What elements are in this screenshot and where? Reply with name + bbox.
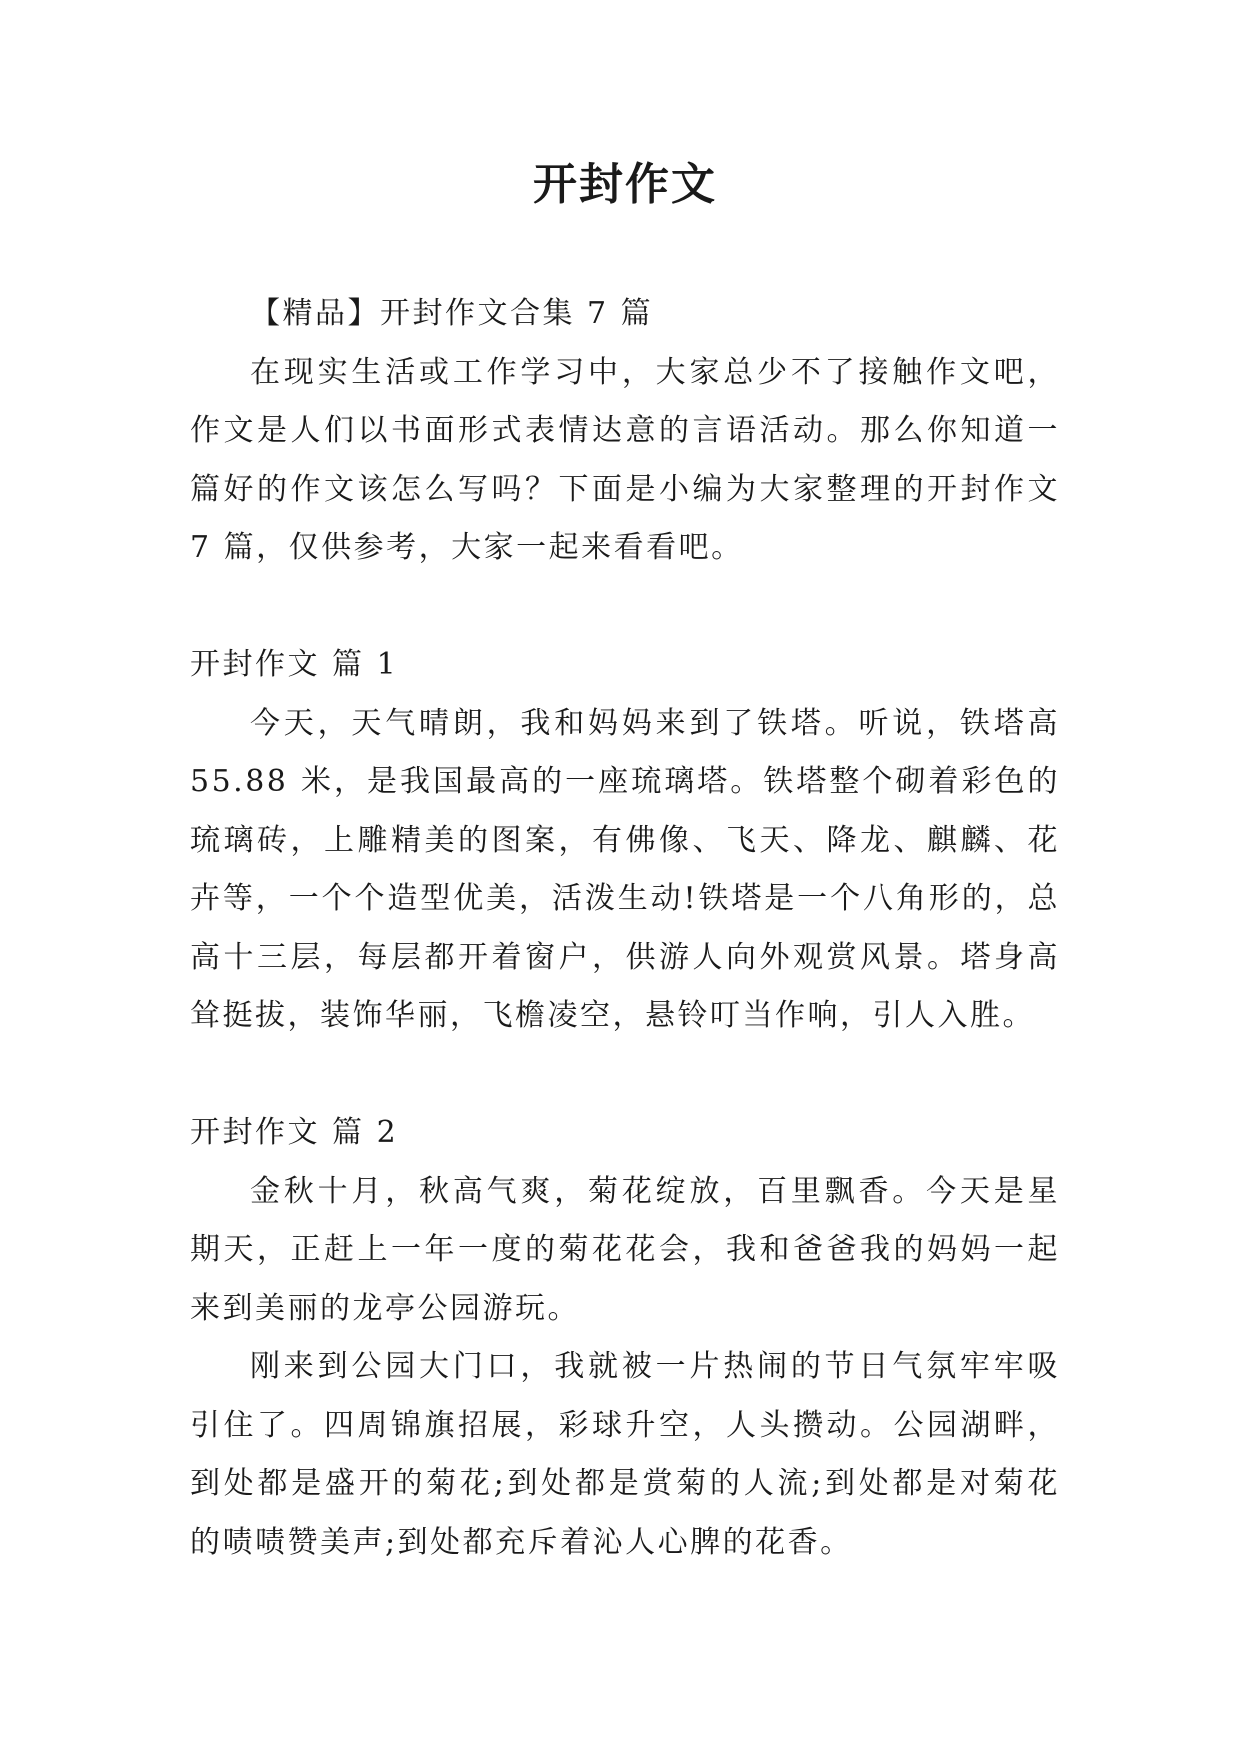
document-title: 开封作文 [533,159,717,210]
collection-subtitle: 【精品】开封作文合集 7 篇 [250,296,654,331]
section-2-paragraph-1: 金秋十月，秋高气爽，菊花绽放，百里飘香。今天是星期天，正赶上一年一度的菊花花会，我和爸爸我的妈妈一起来到美丽的龙亭公园游玩。 [190,1173,1060,1326]
intro-paragraph: 在现实生活或工作学习中，大家总少不了接触作文吧，作文是人们以书面形式表情达意的言语活动。那么你知道一篇好的作文该怎么写吗？下面是小编为大家整理的开封作文 7 篇，仅供参考，大家一起来看看吧。 [190,354,1060,565]
section-heading-2: 开封作文 篇 2 [190,1115,399,1150]
section-2-paragraph-2: 刚来到公园大门口，我就被一片热闹的节日气氛牢牢吸引住了。四周锦旗招展，彩球升空，人头攒动。公园湖畔，到处都是盛开的菊花;到处都是赏菊的人流;到处都是对菊花的啧啧赞美声;到处都充斥着沁人心脾的花香。 [190,1349,1060,1560]
section-heading-1: 开封作文 篇 1 [190,647,399,682]
section-1-paragraph-1: 今天，天气晴朗，我和妈妈来到了铁塔。听说，铁塔高 55.88 米，是我国最高的一座琉璃塔。铁塔整个砌着彩色的琉璃砖，上雕精美的图案，有佛像、飞天、降龙、麒麟、花卉等，一个个造型优美，活泼生动!铁塔是一个八角形的，总高十三层，每层都开着窗户，供游人向外观赏风景。塔身高耸挺拔，装饰华丽，飞檐凌空，悬铃叮当作响，引人入胜。 [190,705,1060,1033]
document-body [190,285,1060,1572]
